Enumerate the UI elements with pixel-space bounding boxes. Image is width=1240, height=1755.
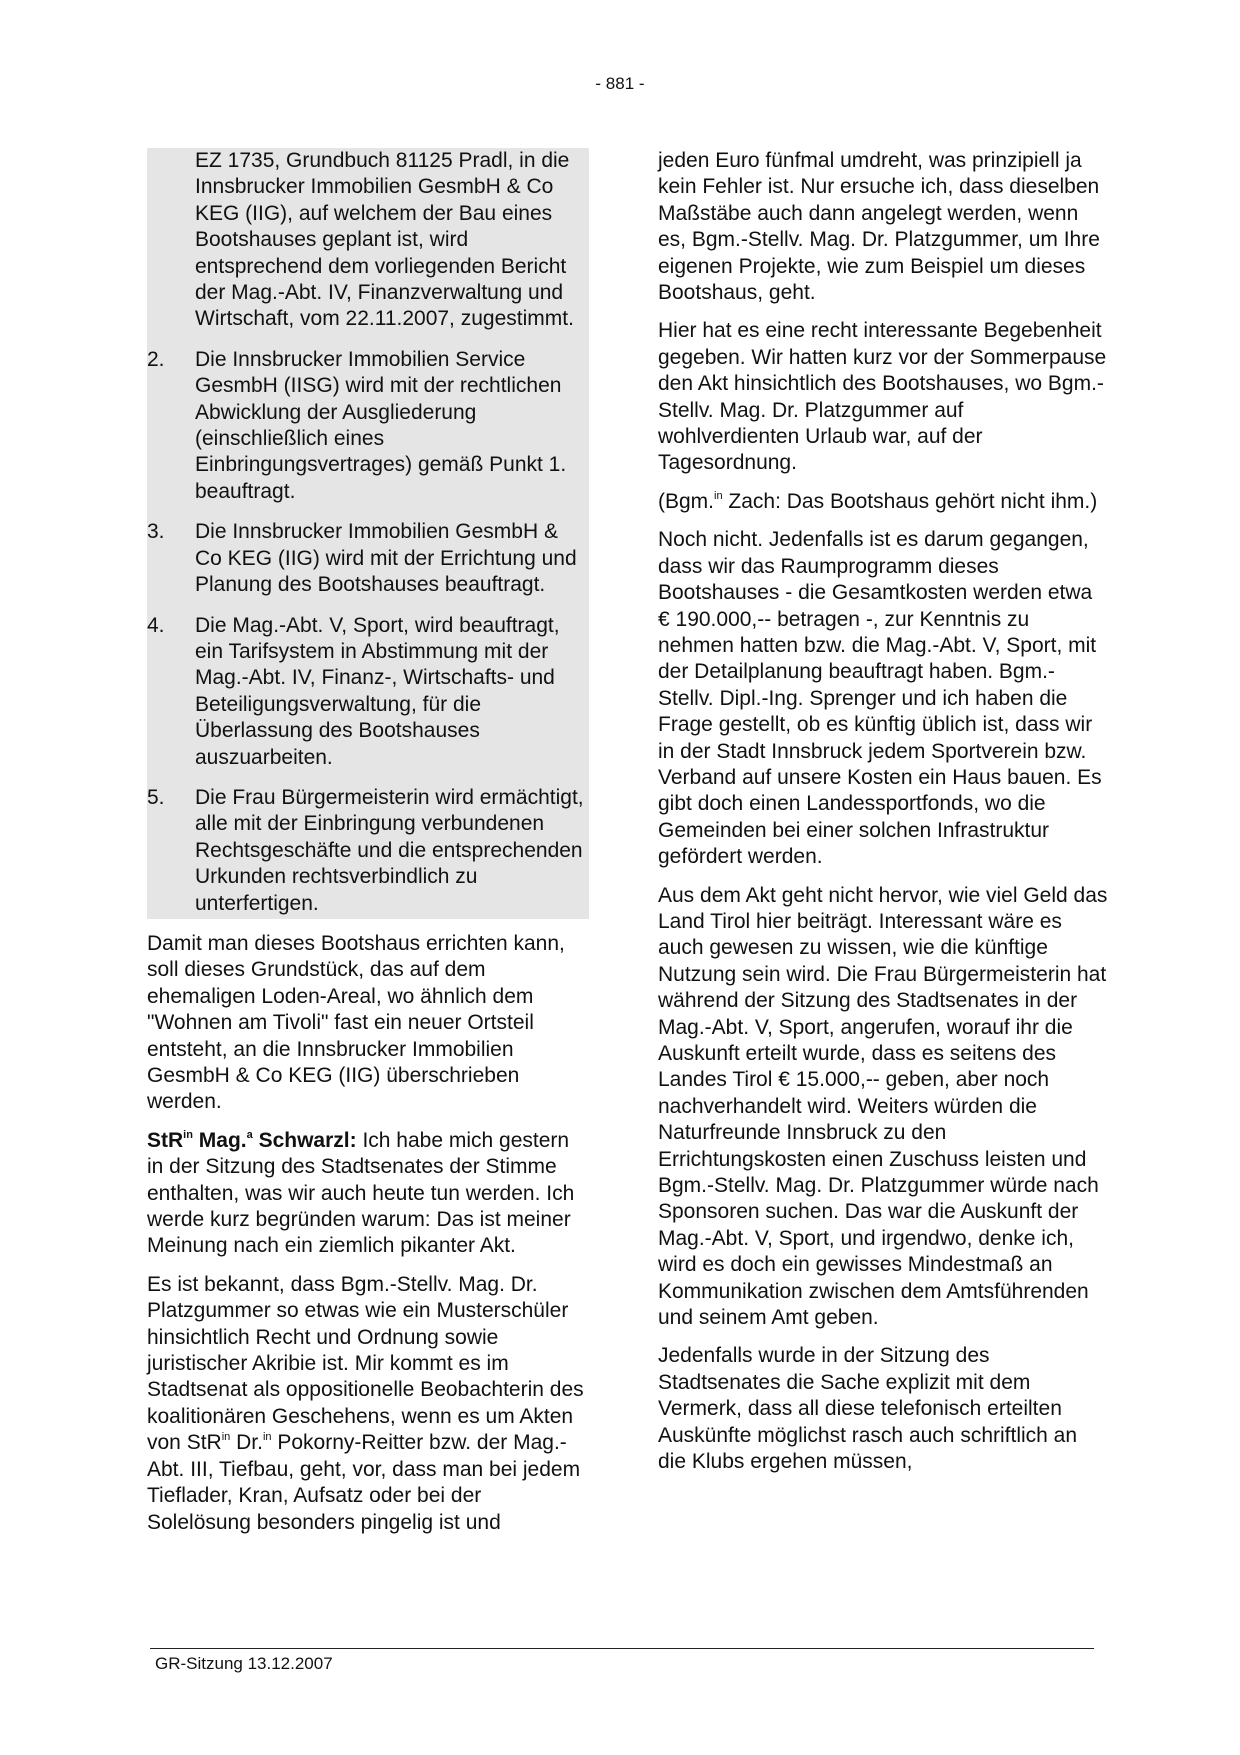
speech-text: Ich habe mich gestern in der Sitzung des Stadtsenates der Stimme enthalten, was wir auch heute tun werden. Ich werde kurz begründen warum: Das ist meiner Meinung nach ein ziemlich pikanter Akt. [147, 1128, 575, 1258]
right-column [658, 148, 1108, 1488]
item-number: 4. [147, 613, 165, 637]
body-paragraph: Noch nicht. Jedenfalls ist es darum gegangen, dass wir das Raumprogramm dieses Bootshauses - die Gesamtkosten werden etwa € 190.000,-- betragen -, zur Kenntnis zu nehmen hatten bzw. die Mag.-Abt. V, Sport, mit der Detailplanung beauftragt haben. Bgm.-Stellv. Dipl.-Ing. Sprenger und ich haben die Frage gestellt, ob es künftig üblich ist, dass wir in der Stadt Innsbruck jedem Sportverein bzw. Verband auf unsere Kosten ein Haus bauen. Es gibt doch einen Landessportfonds, wo die Gemeinden bei einer solchen Infrastruktur gefördert werden. [658, 528, 1102, 869]
item-number: 2. [147, 347, 165, 371]
item-number: 5. [147, 785, 165, 809]
body-paragraph: Jedenfalls wurde in der Sitzung des Stadtsenates die Sache explizit mit dem Vermerk, dass all diese telefonisch erteilten Auskünfte möglichst rasch auch schriftlich an die Klubs ergehen müssen, [658, 1344, 1078, 1474]
body-paragraph: Damit man dieses Bootshaus errichten kann, soll dieses Grundstück, das auf dem ehemaligen Loden-Areal, wo ähnlich dem "Wohnen am Tivoli" fast ein neuer Ortsteil entsteht, an die Innsbrucker Immobilien GesmbH & Co KEG (IIG) überschrieben werden. [147, 931, 565, 1114]
item-text: Die Frau Bürgermeisterin wird ermächtigt, alle mit der Einbringung verbundenen Rechtsgeschäfte und die entsprechenden Urkunden rechtsverbindlich zu unterfertigen. [195, 785, 584, 915]
item-text: Die Innsbrucker Immobilien GesmbH & Co KEG (IIG) wird mit der Errichtung und Planung des Bootshauses beauftragt. [195, 520, 577, 597]
interjection: (Bgm.$^{in}$ Zach: Das Bootshaus gehört nicht ihm.) [658, 489, 1098, 513]
body-paragraph: jeden Euro fünfmal umdreht, was prinzipiell ja kein Fehler ist. Nur ersuche ich, dass dieselben Maßstäbe auch dann angelegt werden, wenn es, Bgm.-Stellv. Mag. Dr. Platzgummer, um Ihre eigenen Projekte, wie zum Beispiel um dieses Bootshaus, geht. [658, 149, 1100, 305]
item-text: Die Innsbrucker Immobilien Service GesmbH (IISG) wird mit der rechtlichen Abwicklung der Ausgliederung (einschließlich eines Einbringungsvertrages) gemäß Punkt 1. beauftragt. [195, 347, 567, 503]
footer-divider [150, 1648, 1094, 1649]
resolution-item [147, 347, 585, 505]
body-paragraph: Hier hat es eine recht interessante Begebenheit gegeben. Wir hatten kurz vor der Sommerpause den Akt hinsichtlich des Bootshauses, wo Bgm.-Stellv. Mag. Dr. Platzgummer auf wohlverdienten Urlaub war, auf der Tagesordnung. [658, 319, 1107, 475]
body-paragraph: Es ist bekannt, dass Bgm.-Stellv. Mag. Dr. Platzgummer so etwas wie ein Musterschüler hinsichtlich Recht und Ordnung sowie juristischer Akribie ist. Mir kommt es im Stadtsenat als oppositionelle Beobachterin des koalitionären Geschehens, wenn es um Akten von StR$^{in}$ Dr.$^{in}$ Pokorny-Reitter bzw. der Mag.-Abt. III, Tiefbau, geht, vor, dass man bei jedem Tieflader, Kran, Aufsatz oder bei der Solelösung besonders pingelig ist und [147, 1272, 584, 1534]
speaker-name: StR$^{in}$ Mag.$^a$ Schwarzl: [147, 1128, 357, 1152]
resolution-item-1-continued: EZ 1735, Grundbuch 81125 Pradl, in die Innsbrucker Immobilien GesmbH & Co KEG (IIG), auf welchem der Bau eines Bootshauses geplant ist, wird entsprechend dem vorliegenden Bericht der Mag.-Abt. IV, Finanzverwaltung und Wirtschaft, vom 22.11.2007, zugestimmt. [195, 149, 574, 331]
resolution-item [147, 613, 585, 771]
resolution-item [147, 785, 585, 917]
body-paragraph: Aus dem Akt geht nicht hervor, wie viel Geld das Land Tirol hier beiträgt. Interessant wäre es auch gewesen zu wissen, wie die künftige Nutzung sein wird. Die Frau Bürgermeisterin hat während der Sitzung des Stadtsenates in der Mag.-Abt. V, Sport, angerufen, worauf ihr die Auskunft erteilt wurde, dass es seitens des Landes Tirol € 15.000,-- geben, aber noch nachverhandelt wird. Weiters würden die Naturfreunde Innsbruck zu den Errichtungskosten einen Zuschuss leisten und Bgm.-Stellv. Mag. Dr. Platzgummer würde nach Sponsoren suchen. Das war die Auskunft der Mag.-Abt. V, Sport, und irgendwo, denke ich, wird es doch ein gewisses Mindestmaß an Kommunikation zwischen dem Amtsführenden und seinem Amt geben. [658, 883, 1108, 1330]
page-number: - 881 - [595, 74, 645, 93]
item-text: Die Mag.-Abt. V, Sport, wird beauftragt, ein Tarifsystem in Abstimmung mit der Mag.-Abt. IV, Finanz-, Wirtschafts- und Beteiligungsverwaltung, für die Überlassung des Bootshauses auszuarbeiten. [195, 613, 560, 769]
item-number: 3. [147, 520, 165, 544]
speech-paragraph [147, 1128, 589, 1260]
left-column [147, 148, 589, 1548]
resolution-block [147, 148, 589, 919]
resolution-item [147, 519, 585, 598]
footer-text: GR-Sitzung 13.12.2007 [155, 1654, 333, 1673]
